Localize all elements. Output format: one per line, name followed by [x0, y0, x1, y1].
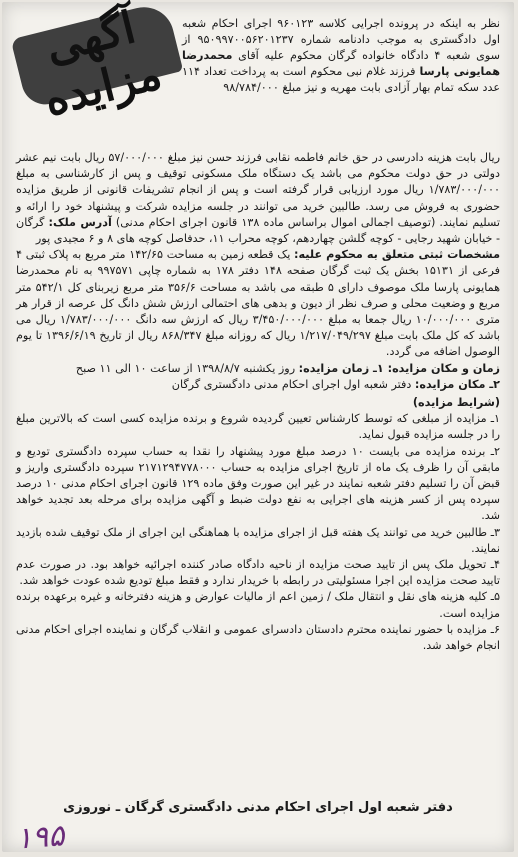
time-label: زمان و مکان مزایده: ۱ـ زمان مزایده: — [298, 361, 500, 375]
banner-title: آگهی مزایده — [39, 2, 167, 127]
time-text: روز یکشنبه ۱۳۹۸/۸/۷ از ساعت ۱۰ الی ۱۱ صبح — [75, 361, 296, 375]
conditions-title: (شرایط مزایده) — [412, 396, 500, 410]
specs-text: یک قطعه زمین به مساحت ۱۴۲/۶۵ متر مربع به پلاک ثبتی ۴ فرعی از ۱۵۱۳۱ بخش یک ثبت گرگان صفحه ۱۴۸ دفتر ۱۷۸ به شماره چاپی ۹۹۷۵۷۱ به نام محمدرضا همایونی پارسا ملک موصوف دارای ۵ طبقه می باشد به مساحت ۳۵۶/۶ متر مربع زیربنای کل ۵۴۲/۱ متر مربع و وضعیت محلی و صرف نظر از دیون و بدهی های احتمالی ارزش شش دانگ کل عرصه از قرار هر متری ۱۰/۰۰۰/۰۰۰ ریال جمعا به مبلغ ۳/۴۵۰/۰۰۰/۰۰۰ ریال که ارزش سه دانگ ۱/۷۸۳/۰۰۰/۰۰۰ ریال می باشد که کل ملک بابت مبلغ ۱/۲۱۷/۰۴۹/۲۹۷ ریال که روزانه مبلغ ۸۶۸/۳۴۷ ریال از تاریخ ۱۳۹۶/۶/۱۹ تا یوم الوصول اضافه می گردد. — [16, 248, 500, 359]
condition-6: ۶ـ مزایده با حضور نماینده محترم دادستان دادسرای عمومی و انقلاب گرگان و نماینده اجرای احکام مدنی انجام خواهد شد. — [16, 622, 500, 653]
body-paragraph-specs — [16, 247, 500, 360]
defendant-name: محمدرضا همایونی پارسا — [182, 49, 500, 78]
auction-banner-logo — [0, 0, 187, 129]
place-label: ۲ـ مکان مزایده: — [414, 377, 500, 391]
address-label: آدرس ملک: — [48, 215, 112, 229]
auction-place-line — [16, 377, 500, 393]
body-paragraph-1 — [16, 150, 500, 247]
notice-body — [16, 150, 500, 654]
condition-2: ۲ـ برنده مزایده می بایست ۱۰ درصد مبلغ مورد پیشنهاد را نقدا به حساب سپرده دادگستری تودیع و مابقی آن را ظرف یک ماه از تاریخ اجرای مزایده به حساب ۲۱۷۱۲۹۴۷۷۸۰۰۰ سپرده دادگستری واریز و قبض آن را تسلیم دفتر شعبه نمایند در غیر این صورت وفق ماده ۱۲۹ قانون اجرای احکام مدنی ۱۰ درصد سپرده پس از کسر هزینه های اجرایی به نفع دولت ضبط و آگهی مزایده برای مرحله بعد تجدید خواهد شد. — [16, 444, 501, 523]
header-paragraph — [182, 16, 500, 96]
footer-signature: دفتر شعبه اول اجرای احکام مدنی دادگستری گرگان ـ نوروزی — [63, 800, 453, 815]
condition-1: ۱ـ مزایده از مبلغی که توسط کارشناس تعیین گردیده شروع و برنده مزایده کسی است که بالاترین مبلغ را در جلسه مزایده قبول نماید. — [16, 412, 500, 442]
condition-5: ۵ـ کلیه هزینه های نقل و انتقال ملک / زمین اعم از مالیات عوارض و هزینه دفترخانه و غیره برعهده برنده مزایده است. — [16, 590, 500, 620]
specs-label: مشخصات ثبتی متعلق به محکوم علیه: — [294, 248, 500, 262]
header-text-a: نظر به اینکه در پرونده اجرایی کلاسه ۹۶۰۱۲۳ اجرای احکام شعبه اول دادگستری به موجب دادنامه شماره ۹۵۰۹۹۷۰۰۵۶۲۰۱۲۳۷ از سوی شعبه ۴ دادگاه خانواده گرگان محکوم علیه آقای — [182, 17, 500, 62]
condition-3: ۳ـ طالبین خرید می توانند یک هفته قبل از اجرای مزایده با هماهنگی این اجرای از ملک توقیف شده بازدید نمایند. — [16, 525, 500, 555]
body-p1-text: ریال بابت هزینه دادرسی در حق خانم فاطمه نقابی فرزند حسن نیز مبلغ ۵۷/۰۰۰/۰۰۰ ریال بابت نیم عشر دولتی در حق دولت محکوم می باشد یک دستگاه ملک مسکونی توقیف و پس از کارشناسی به مبلغ ۱/۷۸۳/۰۰۰/۰۰۰ ریال مورد ارزیابی قرار گرفته است و پس از انجام تشریفات قانونی از طریق مزایده حضوری به فروش می رسد. طالبین خرید می توانند در جلسه مزایده شرکت و پیشنهاد خود را ارائه و تسلیم نمایند. (توصیف اجمالی اموال براساس ماده ۱۳۸ قانون اجرای احکام مدنی) — [16, 151, 500, 229]
auction-time-line — [16, 361, 500, 377]
header-text-b: فرزند غلام نبی محکوم است به پرداخت تعداد ۱۱۴ عدد سکه تمام بهار آزادی بابت مهریه و نیز مبلغ ۹۸/۷۸۴/۰۰۰ — [182, 65, 500, 94]
address-text: گرگان - خیابان شهید رجایی - کوچه گلشن چهاردهم، کوچه محراب ۱۱، حدفاصل کوچه های ۸ و ۶ مجیدی پور — [16, 215, 500, 246]
condition-4: ۴ـ تحویل ملک پس از تایید صحت مزایده از ناحیه دادگاه صادر کننده اجرائیه خواهد بود. در صورت عدم تایید صحت مزایده این اجرا مسئولیتی در رابطه با خریدار ندارد و فقط مبلغ تودیع شده عودت خواهد شد. — [16, 558, 500, 588]
handwritten-number: ۱۹۵ — [14, 818, 66, 857]
place-text: دفتر شعبه اول اجرای احکام مدنی دادگستری گرگان — [171, 377, 412, 391]
notice-paper — [2, 2, 514, 857]
